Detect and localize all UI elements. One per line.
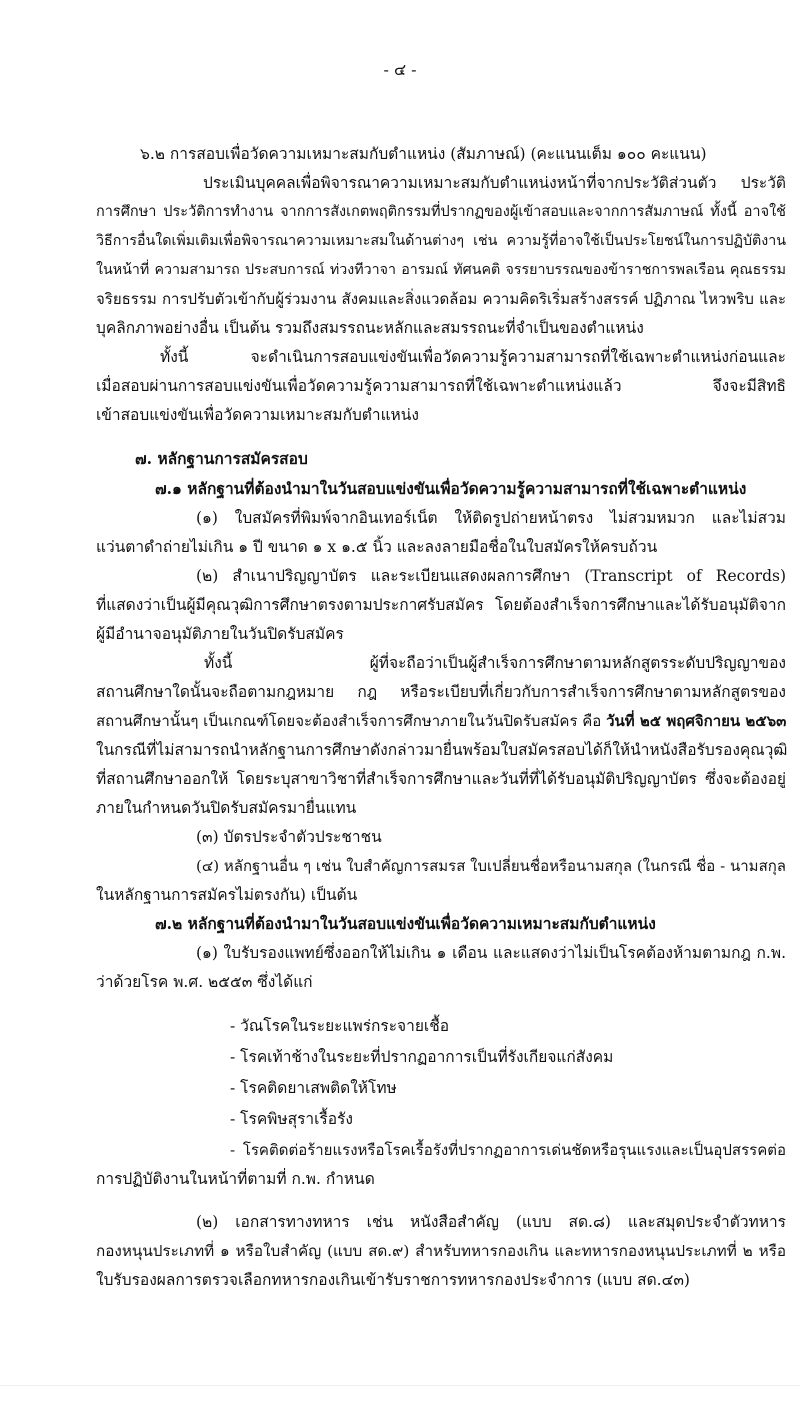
note-line: ภายในกำหนดวันปิดรับสมัครมายื่นแทน [96, 799, 357, 817]
paragraph-line: เมื่อสอบผ่านการสอบแข่งขันเพื่อวัดความรู้ความสามารถที่ใช้เฉพาะตำแหน่งแล้ว จึงจะมีสิทธิ [96, 377, 786, 395]
paragraph-line: ทั้งนี้ จะดำเนินการสอบแข่งขันเพื่อวัดความรู้ความสามารถที่ใช้เฉพาะตำแหน่งก่อนและ [160, 348, 786, 366]
section-7-1-heading: ๗.๑ หลักฐานที่ต้องนำมาในวันสอบแข่งขันเพื่อวัดความรู้ความสามารถที่ใช้เฉพาะตำแหน่ง [155, 479, 747, 498]
list-item-line: ใบรับรองผลการตรวจเลือกทหารกองเกินเข้ารับราชการทหารกองประจำการ (แบบ สด.๔๓) [96, 1271, 690, 1289]
page-number: - ๔ - [383, 60, 417, 79]
list-item-line: (๑) ใบสมัครที่พิมพ์จากอินเทอร์เน็ต ให้ติดรูปถ่ายหน้าตรง ไม่สวมหมวก และไม่สวม [196, 509, 786, 527]
section-7-2-heading: ๗.๒ หลักฐานที่ต้องนำมาในวันสอบแข่งขันเพื่อวัดความเหมาะสมกับตำแหน่ง [155, 914, 656, 933]
list-item-line: (๓) บัตรประจำตัวประชาชน [196, 828, 382, 846]
section-7-heading: ๗. หลักฐานการสมัครสอบ [135, 449, 308, 468]
paragraph-line: บุคลิกภาพอย่างอื่น เป็นต้น รวมถึงสมรรถนะหลักและสมรรถนะที่จำเป็นของตำแหน่ง [96, 319, 644, 337]
disease-item: - วัณโรคในระยะแพร่กระจายเชื้อ [230, 1017, 450, 1035]
list-item-line: (๒) เอกสารทางทหาร เช่น หนังสือสำคัญ (แบบ สด.๘) และสมุดประจำตัวทหาร [196, 1213, 786, 1231]
paragraph-line: วิธีการอื่นใดเพิ่มเติมเพื่อพิจารณาความเหมาะสมในด้านต่างๆ เช่น ความรู้ที่อาจใช้เป็นประโยชน์ในการปฏิบัติงาน [96, 233, 786, 249]
section-6-2-heading: ๖.๒ การสอบเพื่อวัดความเหมาะสมกับตำแหน่ง (สัมภาษณ์) (คะแนนเต็ม ๑๐๐ คะแนน) [140, 145, 707, 163]
note-text: สถานศึกษานั้นๆ เป็นเกณฑ์โดยจะต้องสำเร็จการศึกษาภายในวันปิดรับสมัคร คือ [96, 712, 607, 730]
deadline-date: วันที่ ๒๕ พฤศจิกายน ๒๕๖๓ [606, 712, 787, 730]
paragraph-line: ในหน้าที่ ความสามารถ ประสบการณ์ ท่วงทีวาจา อารมณ์ ทัศนคติ จรรยาบรรณของข้าราชการพลเรือน คุณธรรม [96, 262, 786, 278]
list-item-line: ในหลักฐานการสมัครไม่ตรงกัน) เป็นต้น [96, 886, 358, 904]
list-item-line: ที่แสดงว่าเป็นผู้มีคุณวุฒิการศึกษาตรงตามประกาศรับสมัคร โดยต้องสำเร็จการศึกษาและได้รับอนุมัติจาก [96, 596, 786, 614]
disease-item: - โรคพิษสุราเรื้อรัง [230, 1110, 353, 1128]
page-bottom-edge [0, 1385, 800, 1386]
disease-item-continued: การปฏิบัติงานในหน้าที่ตามที่ ก.พ. กำหนด [96, 1170, 375, 1188]
disease-item: - โรคติดต่อร้ายแรงหรือโรคเรื้อรังที่ปรากฏอาการเด่นชัดหรือรุนแรงและเป็นอุปสรรคต่อ [230, 1141, 786, 1159]
list-item-line: (๑) ใบรับรองแพทย์ซึ่งออกให้ไม่เกิน ๑ เดือน และแสดงว่าไม่เป็นโรคต้องห้ามตามกฎ ก.พ. [196, 944, 786, 962]
note-line: ที่สถานศึกษาออกให้ โดยระบุสาขาวิชาที่สำเร็จการศึกษาและวันที่ที่ได้รับอนุมัติปริญญาบัตร ซึ่งจะต้องอยู่ [96, 770, 786, 788]
paragraph-line: เข้าสอบแข่งขันเพื่อวัดความเหมาะสมกับตำแหน่ง [96, 406, 419, 424]
paragraph-line: ประเมินบุคคลเพื่อพิจารณาความเหมาะสมกับตำแหน่งหน้าที่จากประวัติส่วนตัว ประวัติ [203, 174, 786, 192]
list-item-line: ผู้มีอำนาจอนุมัติภายในวันปิดรับสมัคร [96, 625, 344, 643]
note-line: สถานศึกษาใดนั้นจะถือตามกฎหมาย กฎ หรือระเบียบที่เกี่ยวกับการสำเร็จการศึกษาตามหลักสูตรของ [96, 683, 786, 701]
note-line: ทั้งนี้ ผู้ที่จะถือว่าเป็นผู้สำเร็จการศึกษาตามหลักสูตรระดับปริญญาของ [204, 654, 786, 672]
disease-item: - โรคเท้าช้างในระยะที่ปรากฏอาการเป็นที่รังเกียจแก่สังคม [230, 1048, 614, 1066]
list-item-line: (๔) หลักฐานอื่น ๆ เช่น ใบสำคัญการสมรส ใบเปลี่ยนชื่อหรือนามสกุล (ในกรณี ชื่อ - นามสกุล [196, 857, 786, 875]
note-line-with-date [96, 710, 786, 732]
disease-item: - โรคติดยาเสพติดให้โทษ [230, 1079, 397, 1097]
list-item-line: (๒) สำเนาปริญญาบัตร และระเบียนแสดงผลการศึกษา (Transcript of Records) [196, 567, 786, 585]
note-line: ในกรณีที่ไม่สามารถนำหลักฐานการศึกษาดังกล่าวมายื่นพร้อมใบสมัครสอบได้ก็ให้นำหนังสือรับรองคุณวุฒิ [96, 741, 788, 759]
list-item-line: กองหนุนประเภทที่ ๑ หรือใบสำคัญ (แบบ สด.๙) สำหรับทหารกองเกิน และทหารกองหนุนประเภทที่ ๒ หรือ [96, 1242, 786, 1260]
list-item-line: แว่นตาดำถ่ายไม่เกิน ๑ ปี ขนาด ๑ x ๑.๕ นิ้ว และลงลายมือชื่อในใบสมัครให้ครบถ้วน [96, 538, 658, 556]
list-item-line: ว่าด้วยโรค พ.ศ. ๒๕๕๓ ซึ่งได้แก่ [96, 973, 313, 991]
paragraph-line: การศึกษา ประวัติการทำงาน จากการสังเกตพฤติกรรมที่ปรากฏของผู้เข้าสอบและจากการสัมภาษณ์ ทั้งนี้ อาจใช้ [96, 204, 786, 220]
paragraph-line: จริยธรรม การปรับตัวเข้ากับผู้ร่วมงาน สังคมและสิ่งแวดล้อม ความคิดริเริ่มสร้างสรรค์ ปฏิภาณ ไหวพริบ และ [96, 290, 786, 308]
